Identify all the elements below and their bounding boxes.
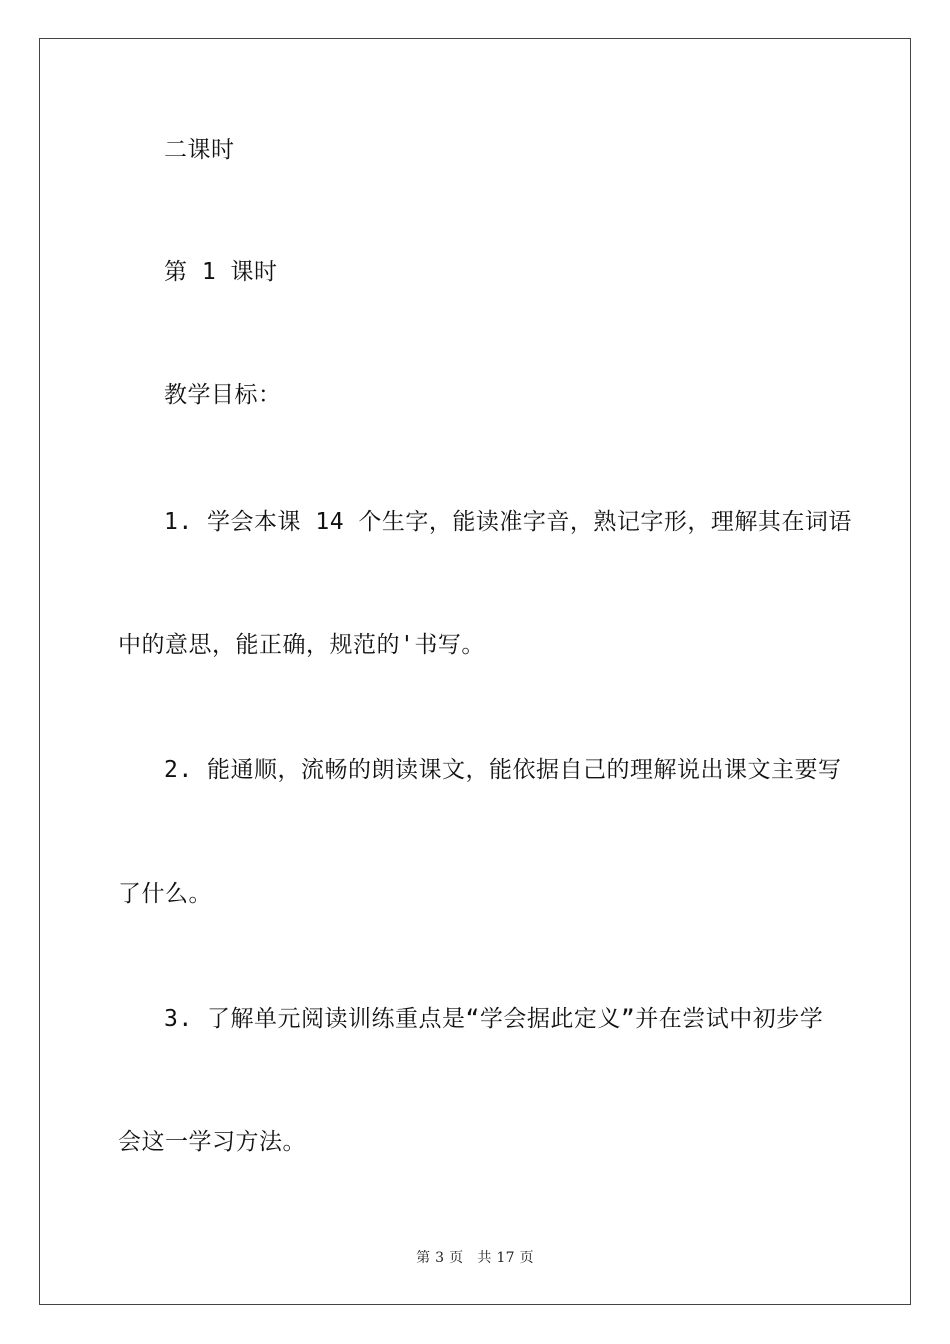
objective-2-line-1: 2. 能通顺，流畅的朗读课文，能依据自己的理解说出课文主要写	[164, 757, 842, 783]
lesson-heading: 第 1 课时	[164, 259, 278, 285]
objective-1-line-2: 中的意思，能正确，规范的'书写。	[118, 632, 485, 658]
objective-3-line-1: 3. 了解单元阅读训练重点是“学会据此定义”并在尝试中初步学	[164, 1006, 824, 1032]
page-frame	[39, 38, 911, 1305]
objective-3-line-2: 会这一学习方法。	[118, 1129, 306, 1155]
page-number: 第 3 页	[416, 1250, 464, 1266]
objectives-heading: 教学目标：	[164, 382, 282, 408]
section-heading: 二课时	[164, 137, 235, 163]
objective-1-line-1: 1. 学会本课 14 个生字，能读准字音，熟记字形，理解其在词语	[164, 509, 852, 535]
page-total: 共 17 页	[477, 1250, 534, 1266]
objective-2-line-2: 了什么。	[118, 881, 212, 907]
page-footer	[0, 1247, 950, 1267]
